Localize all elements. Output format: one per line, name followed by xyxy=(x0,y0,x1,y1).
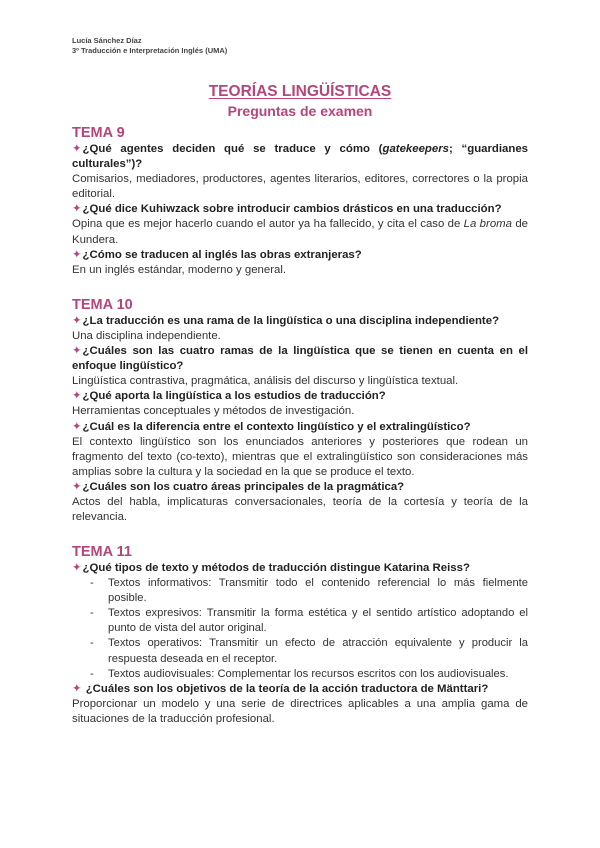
star-icon: ✦ xyxy=(72,345,82,358)
dash-bullet: - xyxy=(90,667,94,680)
star-icon: ✦ xyxy=(72,420,82,433)
text-types-list xyxy=(72,576,528,682)
author-name: Lucía Sánchez Díaz xyxy=(72,36,142,45)
document-subtitle: Preguntas de examen xyxy=(227,103,373,119)
section-tema-11 xyxy=(72,543,528,728)
star-icon: ✦ xyxy=(72,683,82,696)
dash-bullet: - xyxy=(90,637,94,650)
answer: Proporcionar un modelo y una serie de directrices aplicables a una amplia gama de situaciones de la traducción profesional. xyxy=(72,698,528,726)
answer: Una disciplina independiente. xyxy=(72,330,221,343)
star-icon: ✦ xyxy=(72,248,82,261)
star-icon: ✦ xyxy=(72,143,82,155)
question: ✦¿Qué dice Kuhiwzack sobre introducir cambios drásticos en una traducción? xyxy=(72,203,502,216)
dash-bullet: - xyxy=(90,607,94,620)
list-item: - Textos operativos: Transmitir un efecto de atracción equivalente y producir la respuesta deseada en el receptor. xyxy=(90,637,528,665)
title-block xyxy=(72,82,528,121)
answer: Comisarios, mediadores, productores, agentes literarios, editores, correctores o la propia editorial. xyxy=(72,173,528,201)
question: ✦¿Cuáles son los cuatro áreas principales de la pragmática? xyxy=(72,481,405,494)
header-block xyxy=(72,36,528,56)
section-tema-9 xyxy=(72,124,528,278)
question: ✦¿La traducción es una rama de la lingüística o una disciplina independiente? xyxy=(72,315,500,328)
answer: Herramientas conceptuales y métodos de investigación. xyxy=(72,405,355,418)
question: ✦ ¿Cuáles son los objetivos de la teoría de la acción traductora de Mänttari? xyxy=(72,683,489,696)
answer: En un inglés estándar, moderno y general. xyxy=(72,263,287,276)
star-icon: ✦ xyxy=(72,481,82,494)
section-tema-10 xyxy=(72,296,528,526)
star-icon: ✦ xyxy=(72,561,82,574)
star-icon: ✦ xyxy=(72,315,82,328)
course-name: 3º Traducción e Interpretación Inglés (UMA) xyxy=(72,46,228,55)
question: ✦¿Qué agentes deciden qué se traduce y cómo (gatekeepers; “guardianes culturales”)? xyxy=(72,143,529,170)
list-item: - Textos expresivos: Transmitir la forma estética y el sentido artístico adoptando el punto de vista del autor original. xyxy=(90,607,528,635)
star-icon: ✦ xyxy=(72,390,82,403)
star-icon: ✦ xyxy=(72,203,82,216)
document-title: TEORÍAS LINGÜÍSTICAS xyxy=(208,83,392,100)
section-heading: TEMA 10 xyxy=(72,297,133,314)
section-heading: TEMA 11 xyxy=(72,543,132,560)
answer: Lingüística contrastiva, pragmática, análisis del discurso y lingüística textual. xyxy=(72,375,459,388)
section-heading: TEMA 9 xyxy=(72,125,125,141)
answer: Opina que es mejor hacerlo cuando el autor ya ha fallecido, y cita el caso de La broma de Kundera. xyxy=(72,218,528,246)
list-item: - Textos informativos: Transmitir todo el contenido referencial lo más fielmente posible. xyxy=(90,576,528,604)
question: ✦¿Qué aporta la lingüística a los estudios de traducción? xyxy=(72,390,386,403)
question: ✦¿Qué tipos de texto y métodos de traducción distingue Katarina Reiss? xyxy=(72,561,470,574)
list-item: - Textos audiovisuales: Complementar los recursos escritos con los audiovisuales. xyxy=(90,667,528,682)
question: ✦¿Cuál es la diferencia entre el contexto lingüístico y el extralingüístico? xyxy=(72,420,471,433)
answer: Actos del habla, implicaturas conversacionales, teoría de la cortesía y teoría de la relevancia. xyxy=(72,496,528,524)
question: ✦¿Cómo se traducen al inglés las obras extranjeras? xyxy=(72,248,362,261)
answer: El contexto lingüístico son los enunciados anteriores y posteriores que rodean un fragmento del texto (co-texto), mientras que el extralingüístico son consideraciones más amplias sobre la cultura y la sociedad en la que se produce el texto. xyxy=(72,435,528,479)
dash-bullet: - xyxy=(90,576,94,589)
question: ✦¿Cuáles son las cuatro ramas de la lingüística que se tienen en cuenta en el enfoque lingüístico? xyxy=(72,345,528,373)
